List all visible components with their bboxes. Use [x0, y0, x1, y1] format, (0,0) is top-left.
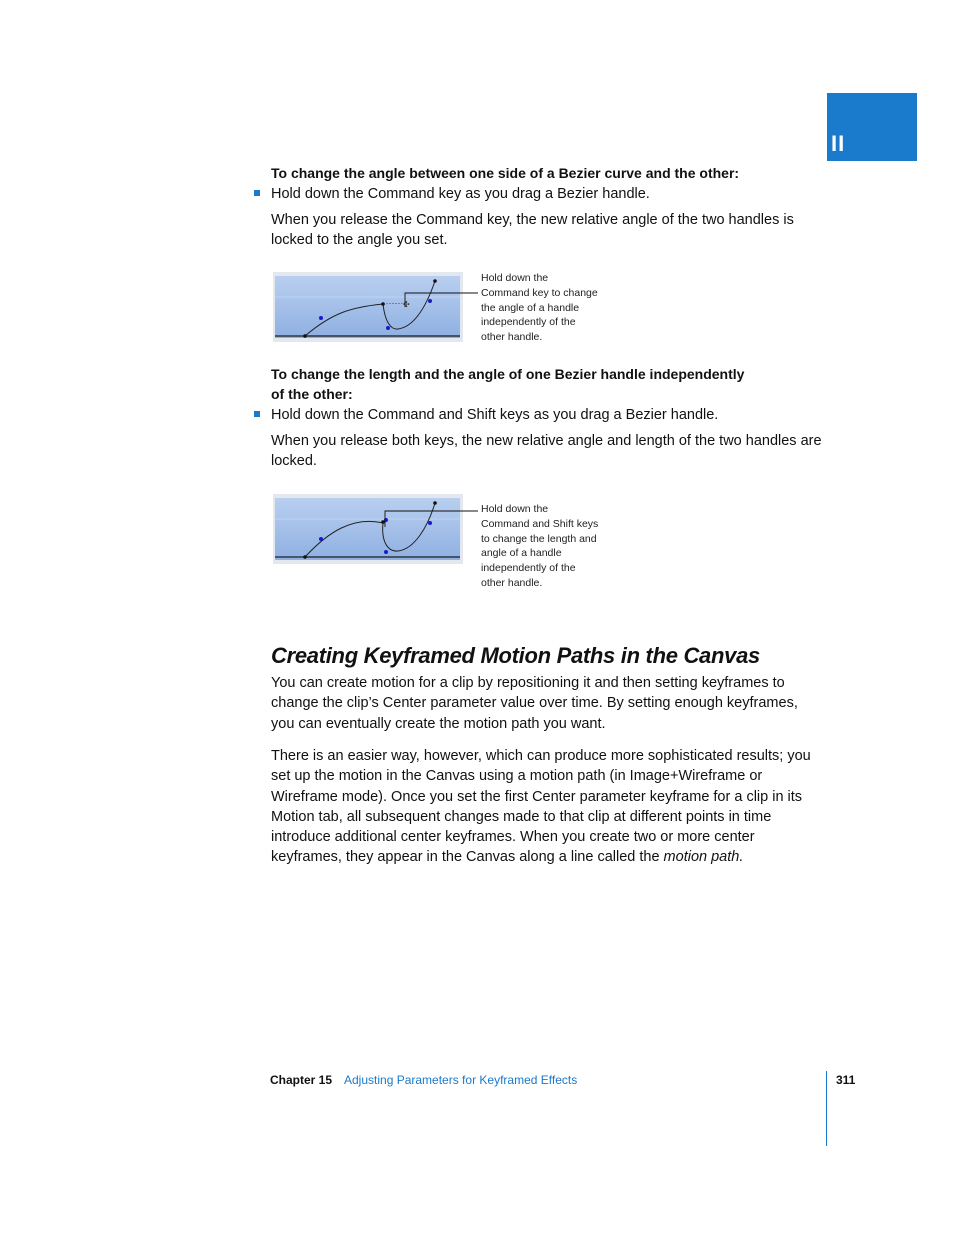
bullet-text: Hold down the Command and Shift keys as you drag a Bezier handle. — [271, 407, 719, 423]
paragraph: There is an easier way, however, which can produce more sophisticated results; you set up the motion in the Canvas using a motion path (in Image+Wireframe or Wireframe mode). Once you set the first Center parameter keyframe for a clip in its Motion tab, all subsequent changes made to that clip at different points in time introduce additional center keyframes. When you create two or more center keyframes, they appear in the Canvas along a line called the motion path. — [271, 748, 811, 866]
keyframe-point — [303, 334, 307, 338]
cursor-icon: ✣ — [403, 300, 410, 309]
part-tab — [827, 93, 917, 161]
footer-divider — [826, 1071, 827, 1146]
part-tab-label: II — [831, 131, 846, 156]
figure-caption-angle: Hold down the Command key to change the angle of a handle independently of the other handle. — [481, 272, 598, 344]
bezier-handle — [386, 326, 390, 330]
keyframe-point — [303, 555, 307, 559]
paragraph: When you release the Command key, the new relative angle of the two handles is locked to the angle you set. — [271, 212, 794, 249]
section-title: Creating Keyframed Motion Paths in the Canvas — [271, 643, 760, 668]
figure-caption-length-angle: Hold down the Command and Shift keys to change the length and angle of a handle independently of the other handle. — [481, 503, 599, 589]
paragraph: When you release both keys, the new relative angle and length of the two handles are locked. — [271, 433, 822, 470]
procedure-heading-angle: To change the angle between one side of a Bezier curve and the other: — [271, 165, 740, 181]
callout-line — [400, 280, 482, 308]
bullet-item — [254, 184, 814, 204]
bezier-handle — [319, 537, 323, 541]
bullet-square-icon — [254, 411, 260, 417]
page-number: 311 — [836, 1073, 856, 1087]
bezier-handle — [319, 316, 323, 320]
footer-chapter: Chapter 15 — [270, 1073, 333, 1087]
bullet-item — [254, 405, 814, 425]
bullet-text: Hold down the Command key as you drag a Bezier handle. — [271, 186, 650, 202]
bezier-handle — [384, 550, 388, 554]
footer-chapter-title[interactable]: Adjusting Parameters for Keyframed Effects — [344, 1073, 578, 1087]
procedure-heading-length-angle: To change the length and the angle of one Bezier handle independently of the other: — [271, 366, 745, 402]
paragraph: You can create motion for a clip by repositioning it and then setting keyframes to change the clip’s Center parameter value over time. By setting enough keyframes, you can eventually create the motion path you want. — [271, 675, 798, 732]
callout-line — [380, 500, 482, 528]
bullet-square-icon — [254, 190, 260, 196]
keyframe-point — [381, 302, 385, 306]
